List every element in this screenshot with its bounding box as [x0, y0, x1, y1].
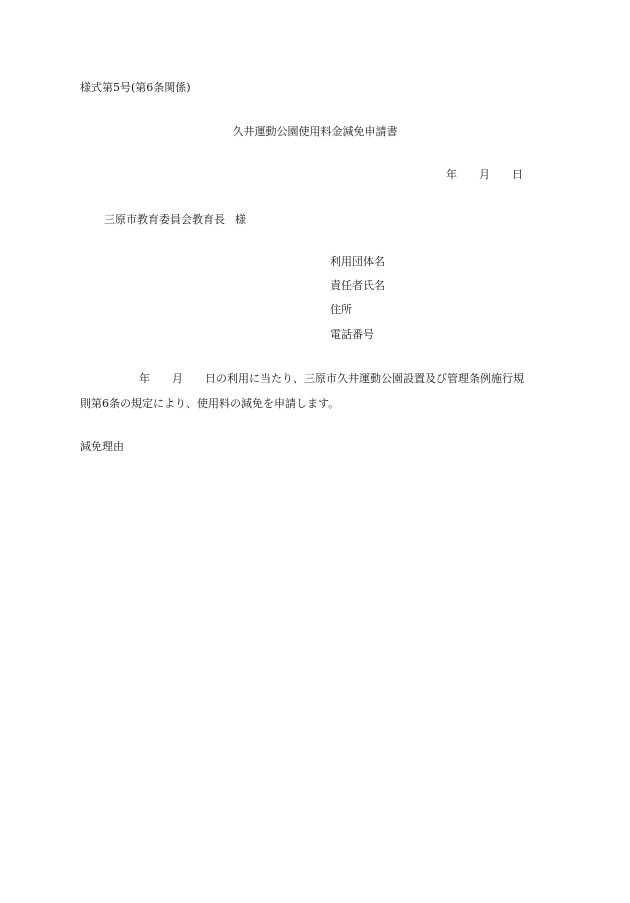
body-month-label: 月 — [172, 372, 183, 385]
exemption-reason-label: 減免理由 — [80, 440, 124, 453]
date-line — [446, 168, 523, 182]
applicant-group-name-label: 利用団体名 — [330, 255, 385, 268]
date-month-label: 月 — [479, 168, 490, 181]
form-number: 様式第5号(第6条関係) — [80, 81, 191, 94]
applicant-phone-label: 電話番号 — [330, 328, 374, 341]
recipient-line — [104, 213, 246, 227]
date-year-label: 年 — [446, 168, 457, 181]
body-line1-rest: 日の利用に当たり、三原市久井運動公園設置及び管理条例施行規 — [205, 372, 524, 385]
applicant-address-label: 住所 — [330, 303, 352, 316]
body-text-line-1 — [139, 372, 524, 386]
recipient-honorific: 様 — [235, 213, 246, 226]
recipient-name: 三原市教育委員会教育長 — [104, 213, 225, 226]
body-text-line-2: 則第6条の規定により、使用料の減免を申請します。 — [80, 397, 340, 410]
document-title: 久井運動公園使用料金減免申請書 — [232, 125, 398, 138]
body-year-label: 年 — [139, 372, 150, 385]
applicant-responsible-person-label: 責任者氏名 — [330, 279, 385, 292]
date-day-label: 日 — [512, 168, 523, 181]
